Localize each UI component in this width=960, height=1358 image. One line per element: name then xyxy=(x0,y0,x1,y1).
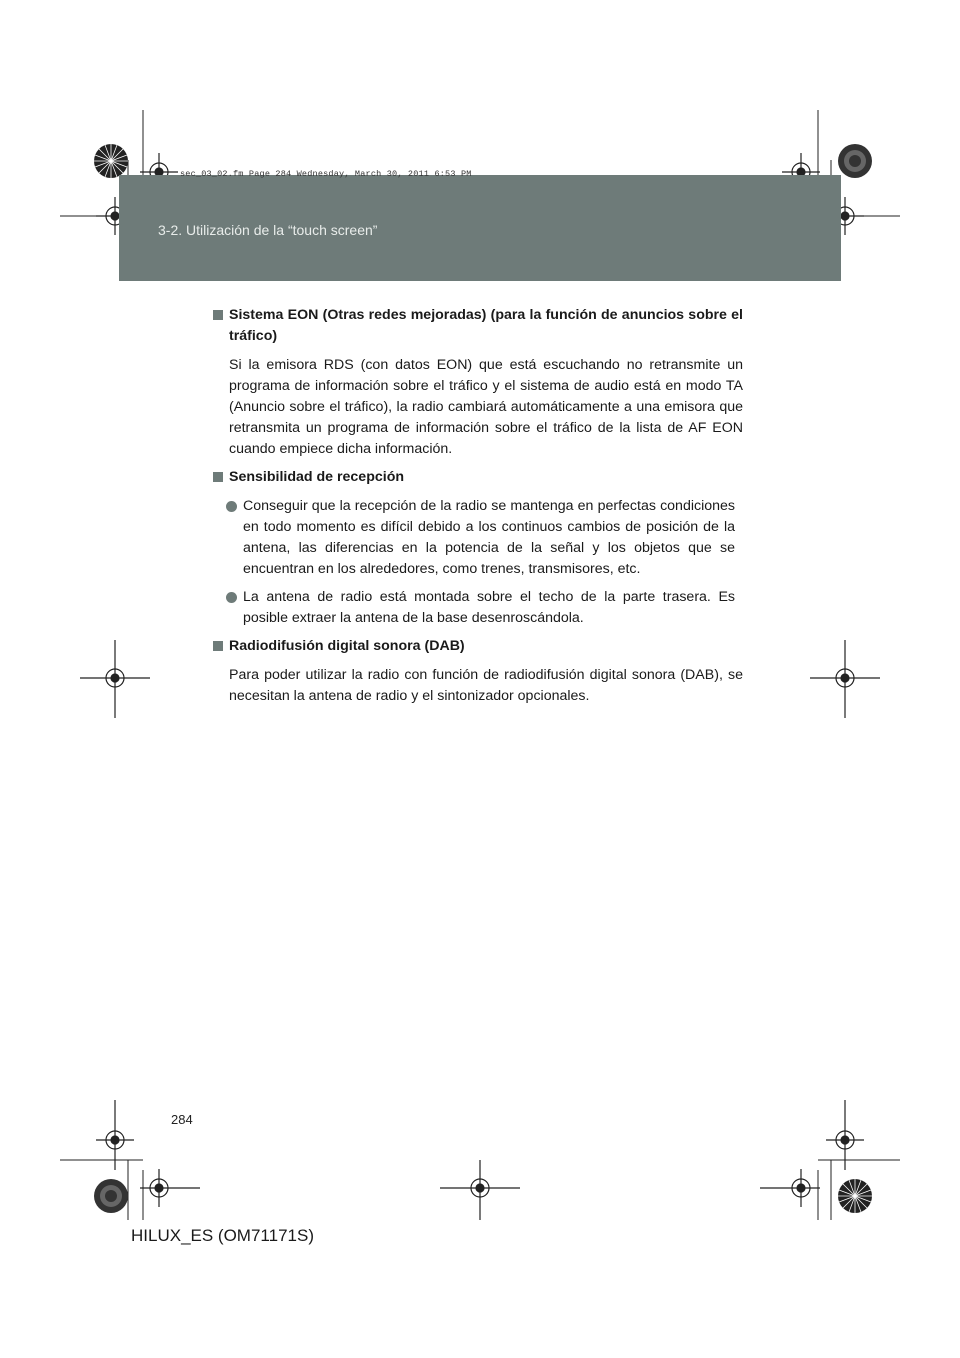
starburst-mark xyxy=(94,1179,128,1213)
heading-text: Sensibilidad de recepción xyxy=(229,469,405,485)
list-item xyxy=(213,587,735,629)
page-number: 284 xyxy=(171,1112,193,1127)
square-bullet-icon xyxy=(213,472,223,482)
heading-text: Sistema EON (Otras redes mejoradas) (para la función de anuncios sobre el tráfico) xyxy=(229,307,743,344)
square-bullet-icon xyxy=(213,310,223,320)
starburst-mark xyxy=(838,1179,872,1213)
section-title: 3-2. Utilización de la “touch screen” xyxy=(158,222,378,238)
list-item-text: La antena de radio está montada sobre el techo de la parte trasera. Es posible extraer la antena de la base desenroscándola. xyxy=(243,589,735,626)
starburst-mark xyxy=(838,144,872,178)
starburst-mark xyxy=(94,144,128,178)
crosshair-mark xyxy=(810,640,880,718)
crosshair-mark xyxy=(140,1169,200,1207)
section-header-band xyxy=(119,175,841,281)
round-bullet-icon xyxy=(226,501,237,512)
paragraph-dab: Para poder utilizar la radio con función de radiodifusión digital sonora (DAB), se necesitan la antena de radio y el sintonizador opcionales. xyxy=(229,667,743,704)
list-item xyxy=(213,496,735,580)
file-stamp: sec_03_02.fm Page 284 Wednesday, March 30, 2011 6:53 PM xyxy=(180,169,472,179)
square-bullet-icon xyxy=(213,641,223,651)
main-content xyxy=(213,305,743,714)
heading-text: Radiodifusión digital sonora (DAB) xyxy=(229,638,465,654)
heading-dab xyxy=(213,636,743,657)
paragraph-eon: Si la emisora RDS (con datos EON) que está escuchando no retransmite un programa de información sobre el tráfico y el sistema de audio está en modo TA (Anuncio sobre el tráfico), la radio cambiará automáticamente a una emisora que retransmita un programa de información sobre el tráfico de la lista de AF EON cuando empiece dicha información. xyxy=(229,357,743,457)
crosshair-mark xyxy=(440,1160,520,1220)
round-bullet-icon xyxy=(226,592,237,603)
crosshair-mark xyxy=(80,640,150,718)
crosshair-mark xyxy=(760,1169,820,1207)
heading-sensitivity xyxy=(213,467,743,488)
document-code: HILUX_ES (OM71171S) xyxy=(131,1226,314,1245)
list-item-text: Conseguir que la recepción de la radio se mantenga en perfectas condiciones en todo momento es difícil debido a los continuos cambios de posición de la antena, las diferencias en la potencia de la señal y los objetos que se encuentran en los alrededores, como trenes, transmisores, etc. xyxy=(243,498,735,577)
heading-eon xyxy=(213,305,743,347)
